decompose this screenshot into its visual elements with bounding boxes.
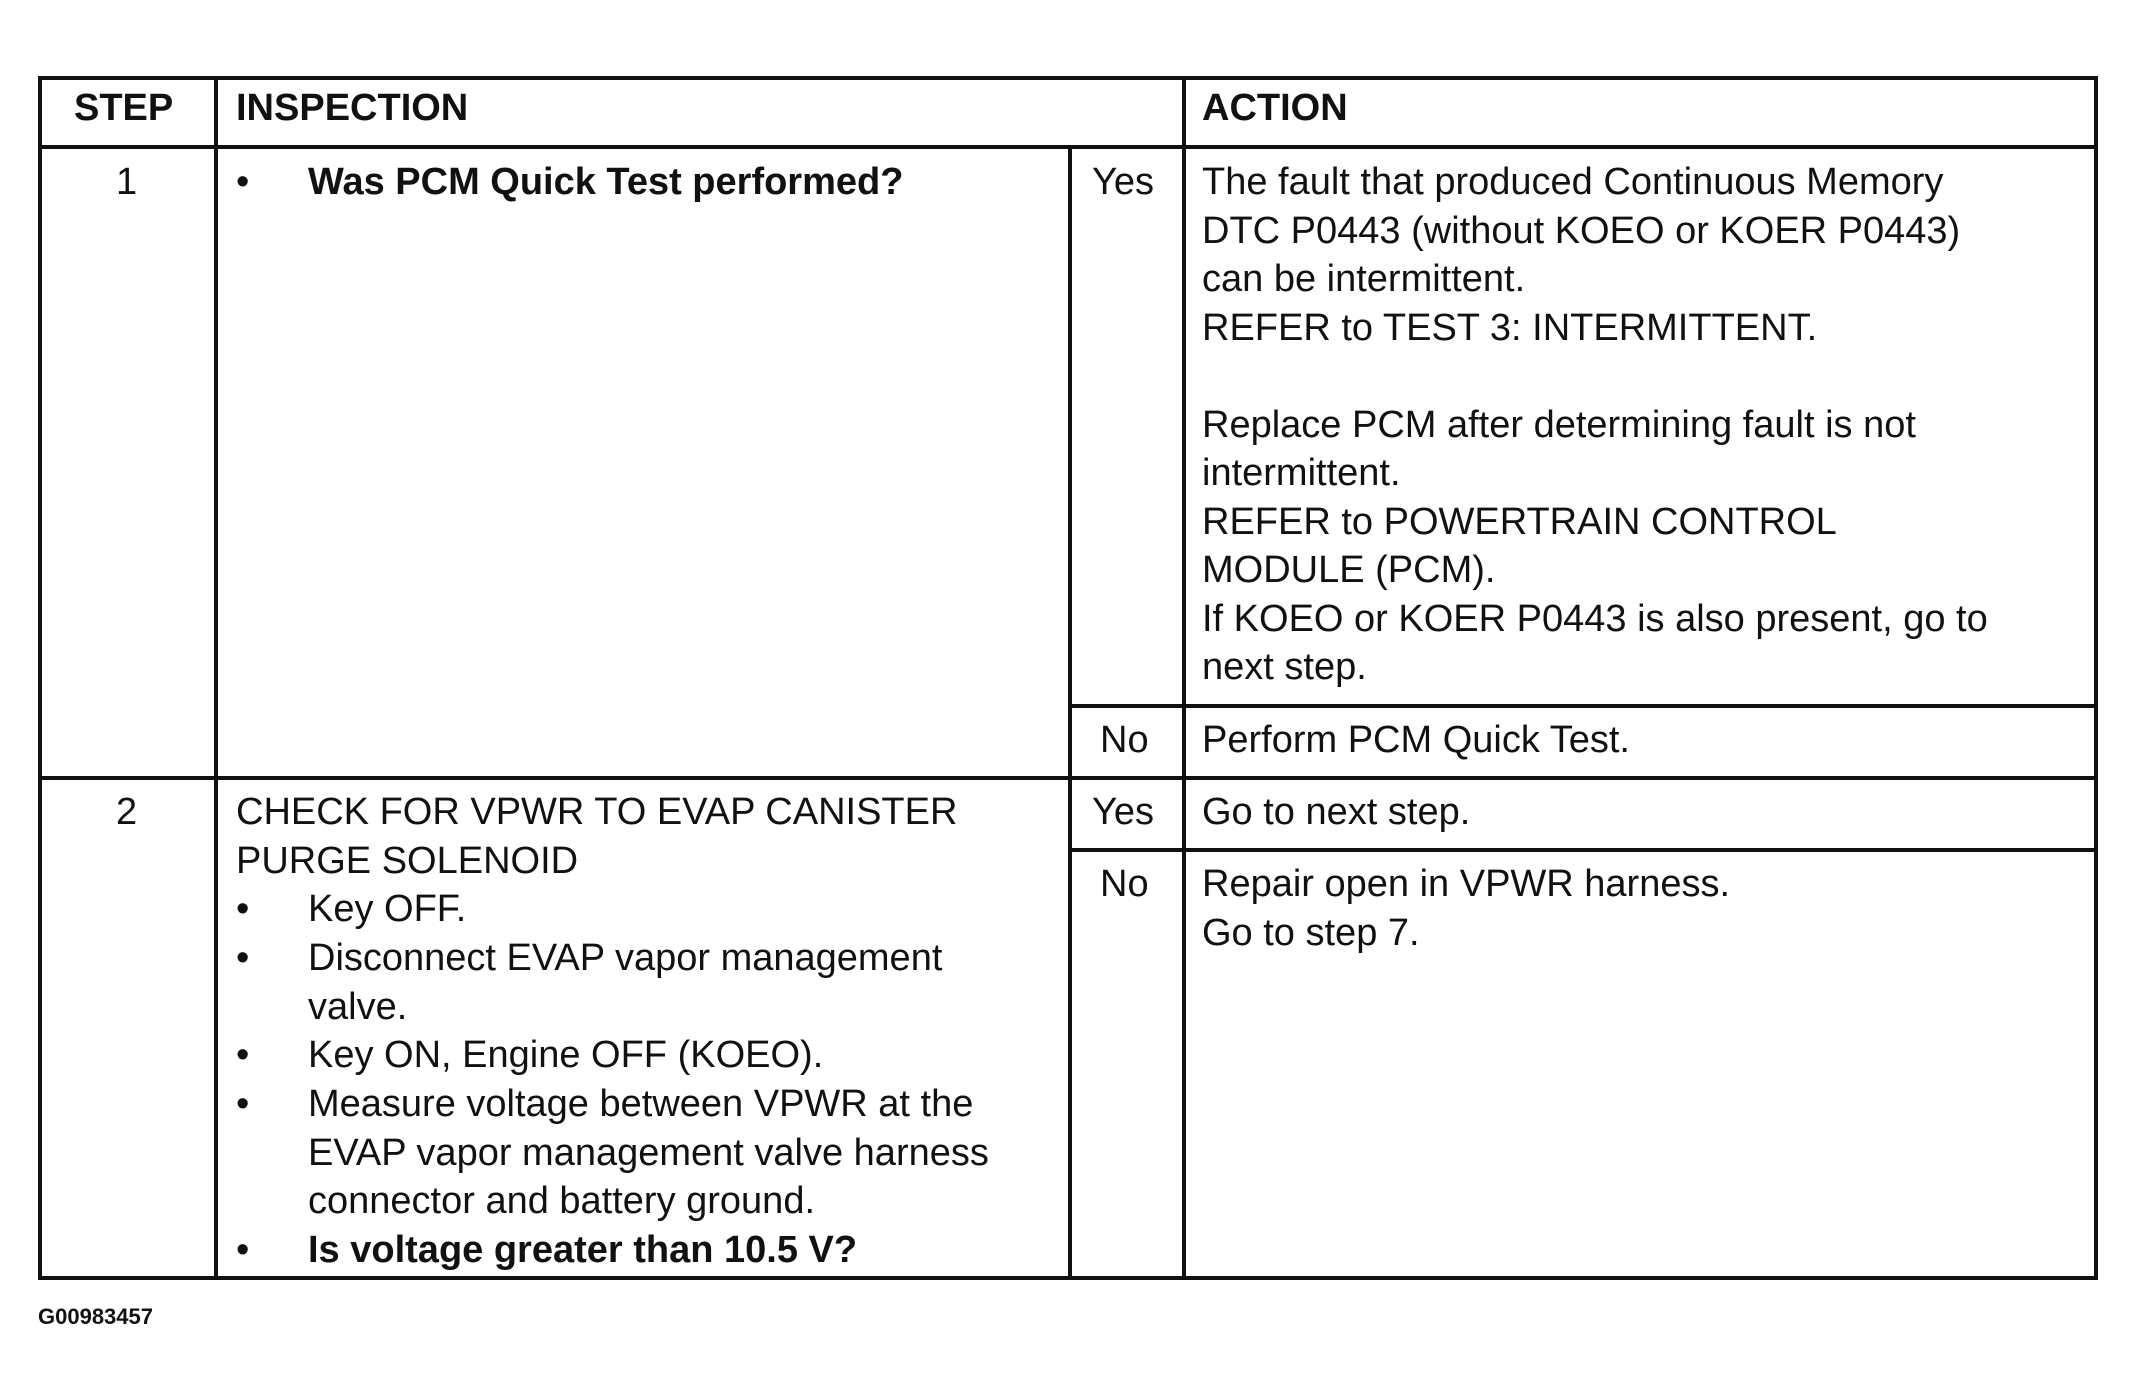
action-line: DTC P0443 (without KOEO or KOER P0443) — [1202, 209, 1961, 252]
action-line: REFER to TEST 3: INTERMITTENT. — [1202, 306, 1818, 349]
inspection-step: Disconnect EVAP vapor management valve. — [308, 937, 943, 1028]
action-line: The fault that produced Continuous Memory — [1202, 161, 1944, 203]
action-line: MODULE (PCM). — [1202, 549, 1496, 591]
action-line: Go to next step. — [1202, 791, 1471, 833]
bullet-marker: • — [236, 1229, 250, 1271]
action-line: Perform PCM Quick Test. — [1202, 719, 1630, 761]
inspection-step: Key OFF. — [308, 888, 467, 930]
step-number-1: 1 — [116, 161, 138, 203]
row2-yes-no-divider — [1072, 848, 2098, 852]
header-step: STEP — [74, 87, 174, 129]
heading-line: PURGE SOLENOID — [236, 839, 579, 882]
bullet-marker: • — [236, 937, 250, 979]
no-label: No — [1100, 719, 1149, 761]
yes-label: Yes — [1092, 161, 1154, 203]
no-label: No — [1100, 863, 1149, 905]
row2-no-action — [1202, 860, 1730, 957]
action-line: REFER to POWERTRAIN CONTROL — [1202, 500, 1837, 543]
header-action: ACTION — [1202, 87, 1348, 129]
action-line: can be intermittent. — [1202, 258, 1526, 300]
row2-yes-action — [1202, 788, 1470, 837]
inspection-heading — [236, 788, 957, 885]
row1-no-action — [1202, 716, 1630, 765]
action-line: intermittent. — [1202, 452, 1401, 494]
inspection-question: Was PCM Quick Test performed? — [308, 161, 904, 203]
header-inspection: INSPECTION — [236, 87, 469, 129]
inspection-step: Key ON, Engine OFF (KOEO). — [308, 1034, 824, 1076]
action-line: next step. — [1202, 646, 1367, 688]
heading-line: CHECK FOR VPWR TO EVAP CANISTER — [236, 791, 958, 833]
row1-yes-action — [1202, 158, 2092, 692]
row1-yes-no-divider — [1072, 704, 2098, 708]
inspection-question: Is voltage greater than 10.5 V? — [308, 1229, 858, 1271]
bullet-marker: • — [236, 888, 250, 930]
step-number-2: 2 — [116, 791, 138, 833]
action-line-blank — [1202, 352, 2092, 401]
action-line: Repair open in VPWR harness. — [1202, 863, 1731, 905]
bullet-marker: • — [236, 161, 250, 203]
step-column-divider — [214, 76, 218, 1280]
action-column-divider — [1182, 76, 1186, 1280]
action-line: Go to step 7. — [1202, 911, 1420, 954]
yes-label: Yes — [1092, 791, 1154, 833]
figure-id: G00983457 — [38, 1304, 153, 1329]
inspection-step: Measure voltage between VPWR at the EVAP vapor management valve harness connector and battery ground. — [308, 1083, 989, 1222]
action-line: If KOEO or KOER P0443 is also present, go to — [1202, 597, 1988, 640]
answer-column-divider — [1068, 145, 1072, 1280]
bullet-marker: • — [236, 1034, 250, 1076]
action-line: Replace PCM after determining fault is not — [1202, 403, 1916, 446]
bullet-marker: • — [236, 1083, 250, 1125]
